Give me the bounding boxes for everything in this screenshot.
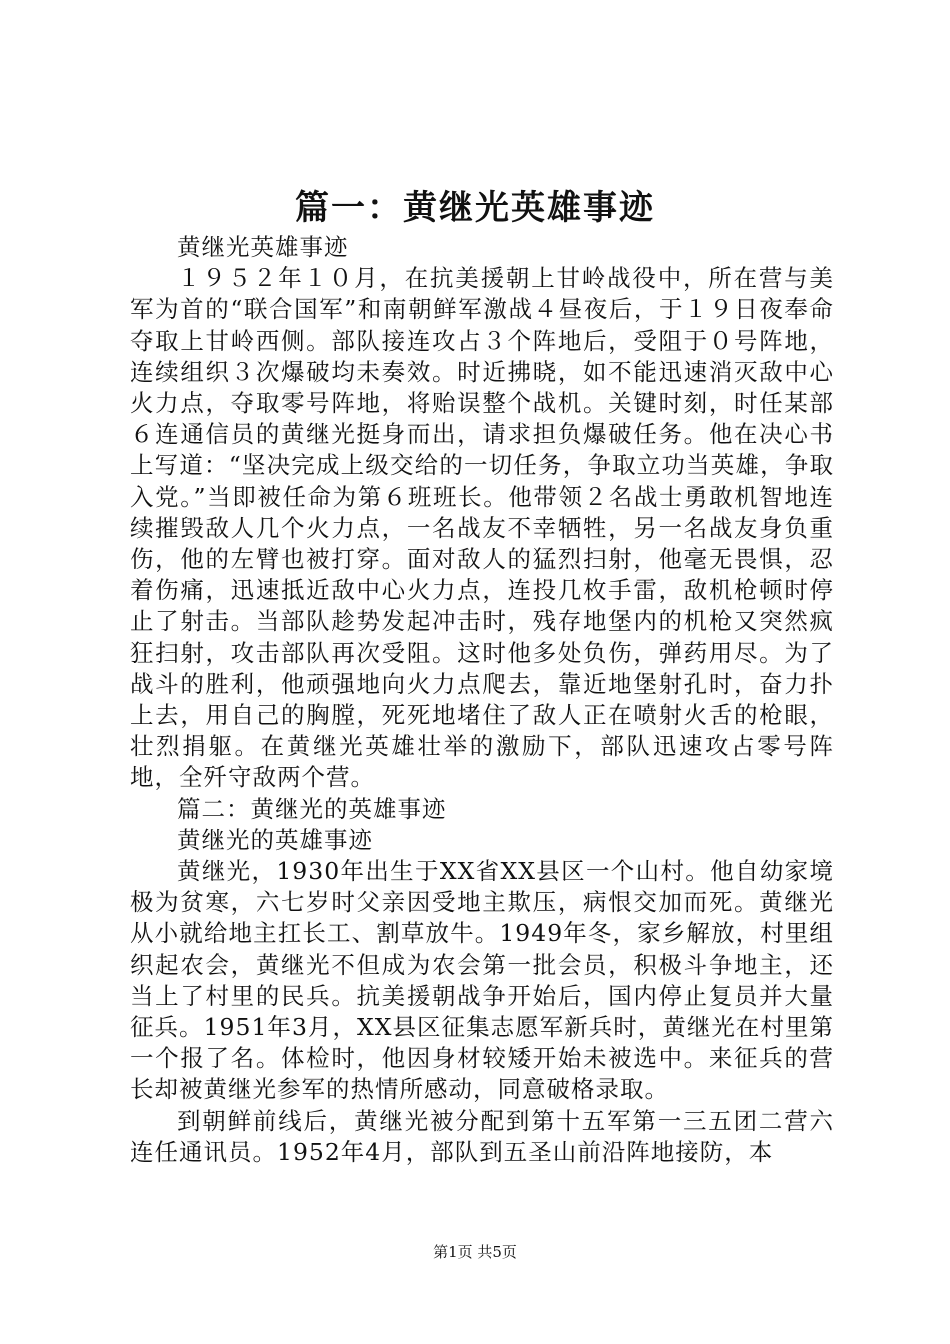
- section-heading: 篇二：黄继光的英雄事迹: [177, 794, 447, 823]
- section-subtitle: 黄继光的英雄事迹: [177, 825, 373, 854]
- section-subtitle: 黄继光英雄事迹: [177, 233, 349, 261]
- body-paragraph: 到朝鲜前线后，黄继光被分配到第十五军第一三五团二营六连任通讯员。1952年4月，部队到五圣山前沿阵地接防，本: [130, 1106, 834, 1166]
- document-title: 篇一：黄继光英雄事迹: [295, 188, 655, 228]
- document-body: [130, 232, 834, 1168]
- body-paragraph: １９５２年１０月，在抗美援朝上甘岭战役中，所在营与美军为首的“联合国军”和南朝鲜军激战４昼夜后，于１９日夜奉命夺取上甘岭西侧。部队接连攻占３个阵地后，受阻于０号阵地，连续组织３次爆破均未奏效。时近拂晓，如不能迅速消灭敌中心火力点，夺取零号阵地，将贻误整个战机。关键时刻，时任某部６连通信员的黄继光挺身而出，请求担负爆破任务。他在决心书上写道：“坚决完成上级交给的一切任务，争取立功当英雄，争取入党。”当即被任命为第６班班长。他带领２名战士勇敢机智地连续摧毁敌人几个火力点，一名战友不幸牺牲，另一名战友身负重伤，他的左臂也被打穿。面对敌人的猛烈扫射，他毫无畏惧，忍着伤痛，迅速抵近敌中心火力点，连投几枚手雷，敌机枪顿时停止了射击。当部队趁势发起冲击时，残存地堡内的机枪又突然疯狂扫射，攻击部队再次受阻。这时他多处负伤，弹药用尽。为了战斗的胜利，他顽强地向火力点爬去，靠近地堡射孔时，奋力扑上去，用自己的胸膛，死死地堵住了敌人正在喷射火舌的枪眼，壮烈捐躯。在黄继光英雄壮举的激励下，部队迅速攻占零号阵地，全歼守敌两个营。: [130, 264, 834, 792]
- body-paragraph: 黄继光，1930年出生于XX省XX县区一个山村。他自幼家境极为贫寒，六七岁时父亲因受地主欺压，病恨交加而死。黄继光从小就给地主扛长工、割草放牛。1949年冬，家乡解放，村里组织起农会，黄继光不但成为农会第一批会员，积极斗争地主，还当上了村里的民兵。抗美援朝战争开始后，国内停止复员并大量征兵。1951年3月，XX县区征集志愿军新兵时，黄继光在村里第一个报了名。体检时，他因身材较矮开始未被选中。来征兵的营长却被黄继光参军的热情所感动，同意破格录取。: [130, 857, 834, 1104]
- page-number-footer: 第1页 共5页: [433, 1243, 517, 1261]
